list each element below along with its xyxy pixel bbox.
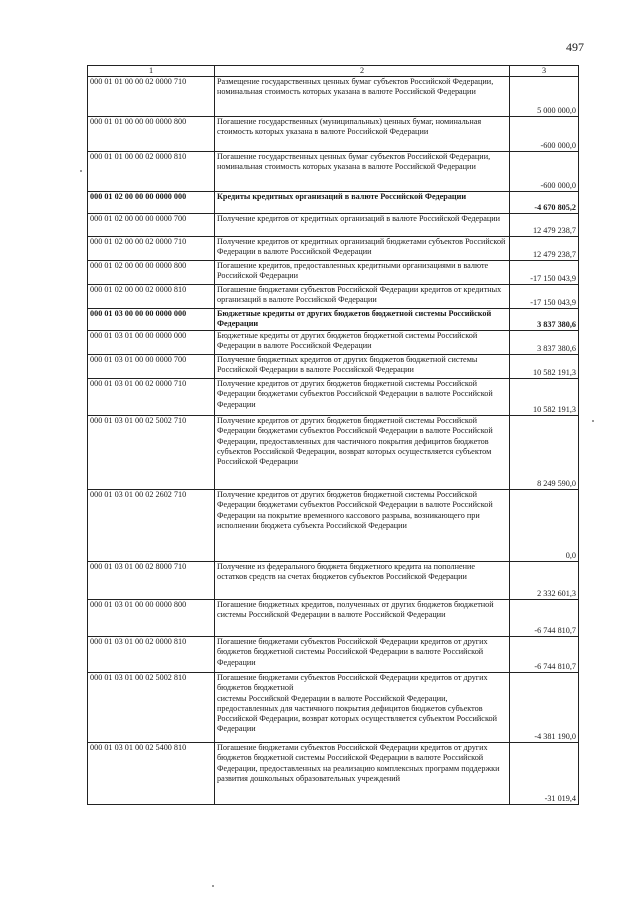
table-header-row	[88, 66, 579, 77]
row-amount: 3 837 380,6	[510, 309, 579, 331]
row-amount: -4 381 190,0	[510, 673, 579, 743]
scan-speck	[80, 170, 82, 172]
table-row	[88, 152, 579, 192]
row-description: Погашение бюджетами субъектов Российской Федерации кредитов от других бюджетов бюджетной системы Российской Федерации в валюте Российской Федерации, предоставленных на реализацию комплексных программ поддержки развития дошкольных образовательных учреждений	[215, 743, 510, 805]
row-amount: 10 582 191,3	[510, 355, 579, 379]
row-description: Размещение государственных ценных бумаг субъектов Российской Федерации, номинальная стоимость которых указана в валюте Российской Федерации	[215, 77, 510, 117]
row-amount: 3 837 380,6	[510, 331, 579, 355]
row-description: Бюджетные кредиты от других бюджетов бюджетной системы Российской Федерации	[215, 309, 510, 331]
row-code: 000 01 02 00 00 02 0000 810	[88, 285, 215, 309]
row-description: Получение кредитов от кредитных организаций бюджетами субъектов Российской Федерации в валюте Российской Федерации	[215, 237, 510, 261]
row-amount: -4 670 805,2	[510, 192, 579, 214]
row-description: Получение кредитов от других бюджетов бюджетной системы Российской Федерации бюджетами субъектов Российской Федерации в валюте Российской Федерации на покрытие временного кассового разрыва, возникающего при исполнении бюджета субъекта Российской Федерации	[215, 490, 510, 562]
table-row	[88, 309, 579, 331]
row-description: Получение кредитов от кредитных организаций в валюте Российской Федерации	[215, 214, 510, 237]
row-amount: -17 150 043,9	[510, 261, 579, 285]
row-description: Бюджетные кредиты от других бюджетов бюджетной системы Российской Федерации в валюте Российской Федерации	[215, 331, 510, 355]
row-code: 000 01 02 00 00 00 0000 000	[88, 192, 215, 214]
row-code: 000 01 01 00 00 02 0000 710	[88, 77, 215, 117]
table-row	[88, 237, 579, 261]
row-amount: 8 249 590,0	[510, 416, 579, 490]
table-row	[88, 416, 579, 490]
row-amount: -31 019,4	[510, 743, 579, 805]
row-description: Получение бюджетных кредитов от других бюджетов бюджетной системы Российской Федерации в валюте Российской Федерации	[215, 355, 510, 379]
row-amount: 0,0	[510, 490, 579, 562]
table-row	[88, 261, 579, 285]
row-code: 000 01 03 01 00 02 2602 710	[88, 490, 215, 562]
row-description: Погашение бюджетами субъектов Российской Федерации кредитов от кредитных организаций в валюте Российской Федерации	[215, 285, 510, 309]
table-row	[88, 355, 579, 379]
row-code: 000 01 02 00 00 02 0000 710	[88, 237, 215, 261]
row-code: 000 01 03 00 00 00 0000 000	[88, 309, 215, 331]
row-description: Получение кредитов от других бюджетов бюджетной системы Российской Федерации бюджетами субъектов Российской Федерации в валюте Российской Федерации	[215, 379, 510, 416]
table-row	[88, 214, 579, 237]
table-row	[88, 562, 579, 600]
row-amount: -600 000,0	[510, 152, 579, 192]
table-row	[88, 331, 579, 355]
row-description: Погашение бюджетных кредитов, полученных от других бюджетов бюджетной системы Российской Федерации в валюте Российской Федерации	[215, 600, 510, 637]
header-col-3: 3	[510, 66, 579, 77]
row-code: 000 01 03 01 00 00 0000 700	[88, 355, 215, 379]
row-code: 000 01 02 00 00 00 0000 700	[88, 214, 215, 237]
row-amount: -6 744 810,7	[510, 637, 579, 673]
scan-speck	[212, 885, 214, 887]
row-code: 000 01 03 01 00 00 0000 800	[88, 600, 215, 637]
row-description: Погашение государственных (муниципальных) ценных бумаг, номинальная стоимость которых указана в валюте Российской Федерации	[215, 117, 510, 152]
scan-speck	[592, 420, 594, 422]
page-number: 497	[566, 40, 584, 54]
budget-sources-table	[87, 65, 579, 805]
row-code: 000 01 03 01 00 02 5400 810	[88, 743, 215, 805]
row-amount: -6 744 810,7	[510, 600, 579, 637]
row-description: Кредиты кредитных организаций в валюте Российской Федерации	[215, 192, 510, 214]
table-row	[88, 285, 579, 309]
header-col-2: 2	[215, 66, 510, 77]
table-row	[88, 77, 579, 117]
row-amount: 5 000 000,0	[510, 77, 579, 117]
row-description: Погашение бюджетами субъектов Российской Федерации кредитов от других бюджетов бюджетной системы Российской Федерации в валюте Российской Федерации, предоставленных для частичного покрытия дефицитов бюджетов субъектов Российской Федерации, возврат которых осуществляется субъектом Российской Федерации	[215, 673, 510, 743]
table-body	[88, 77, 579, 805]
table-row	[88, 743, 579, 805]
row-amount: 10 582 191,3	[510, 379, 579, 416]
row-amount: 12 479 238,7	[510, 237, 579, 261]
header-col-1: 1	[88, 66, 215, 77]
row-code: 000 01 03 01 00 02 0000 710	[88, 379, 215, 416]
table-row	[88, 192, 579, 214]
row-code: 000 01 02 00 00 00 0000 800	[88, 261, 215, 285]
row-description: Погашение бюджетами субъектов Российской Федерации кредитов от других бюджетов бюджетной системы Российской Федерации в валюте Российской Федерации	[215, 637, 510, 673]
row-amount: 12 479 238,7	[510, 214, 579, 237]
row-amount: -600 000,0	[510, 117, 579, 152]
row-code: 000 01 03 01 00 02 8000 710	[88, 562, 215, 600]
row-code: 000 01 01 00 00 00 0000 800	[88, 117, 215, 152]
table-row	[88, 379, 579, 416]
table-row	[88, 637, 579, 673]
row-code: 000 01 03 01 00 02 0000 810	[88, 637, 215, 673]
table-row	[88, 673, 579, 743]
table-row	[88, 117, 579, 152]
row-amount: -17 150 043,9	[510, 285, 579, 309]
row-description: Получение кредитов от других бюджетов бюджетной системы Российской Федерации бюджетами субъектов Российской Федерации в валюте Российской Федерации, предоставленных для частичного покрытия дефицитов бюджетов субъектов Российской Федерации, возврат которых осуществляется субъектом Российской Федерации	[215, 416, 510, 490]
row-amount: 2 332 601,3	[510, 562, 579, 600]
row-description: Погашение государственных ценных бумаг субъектов Российской Федерации, номинальная стоимость которых указана в валюте Российской Федерации	[215, 152, 510, 192]
table-row	[88, 490, 579, 562]
table-row	[88, 600, 579, 637]
row-code: 000 01 01 00 00 02 0000 810	[88, 152, 215, 192]
row-code: 000 01 03 01 00 02 5002 710	[88, 416, 215, 490]
row-description: Получение из федерального бюджета бюджетного кредита на пополнение остатков средств на счетах бюджетов субъектов Российской Федерации	[215, 562, 510, 600]
row-code: 000 01 03 01 00 02 5002 810	[88, 673, 215, 743]
row-code: 000 01 03 01 00 00 0000 000	[88, 331, 215, 355]
row-description: Погашение кредитов, предоставленных кредитными организациями в валюте Российской Федерации	[215, 261, 510, 285]
